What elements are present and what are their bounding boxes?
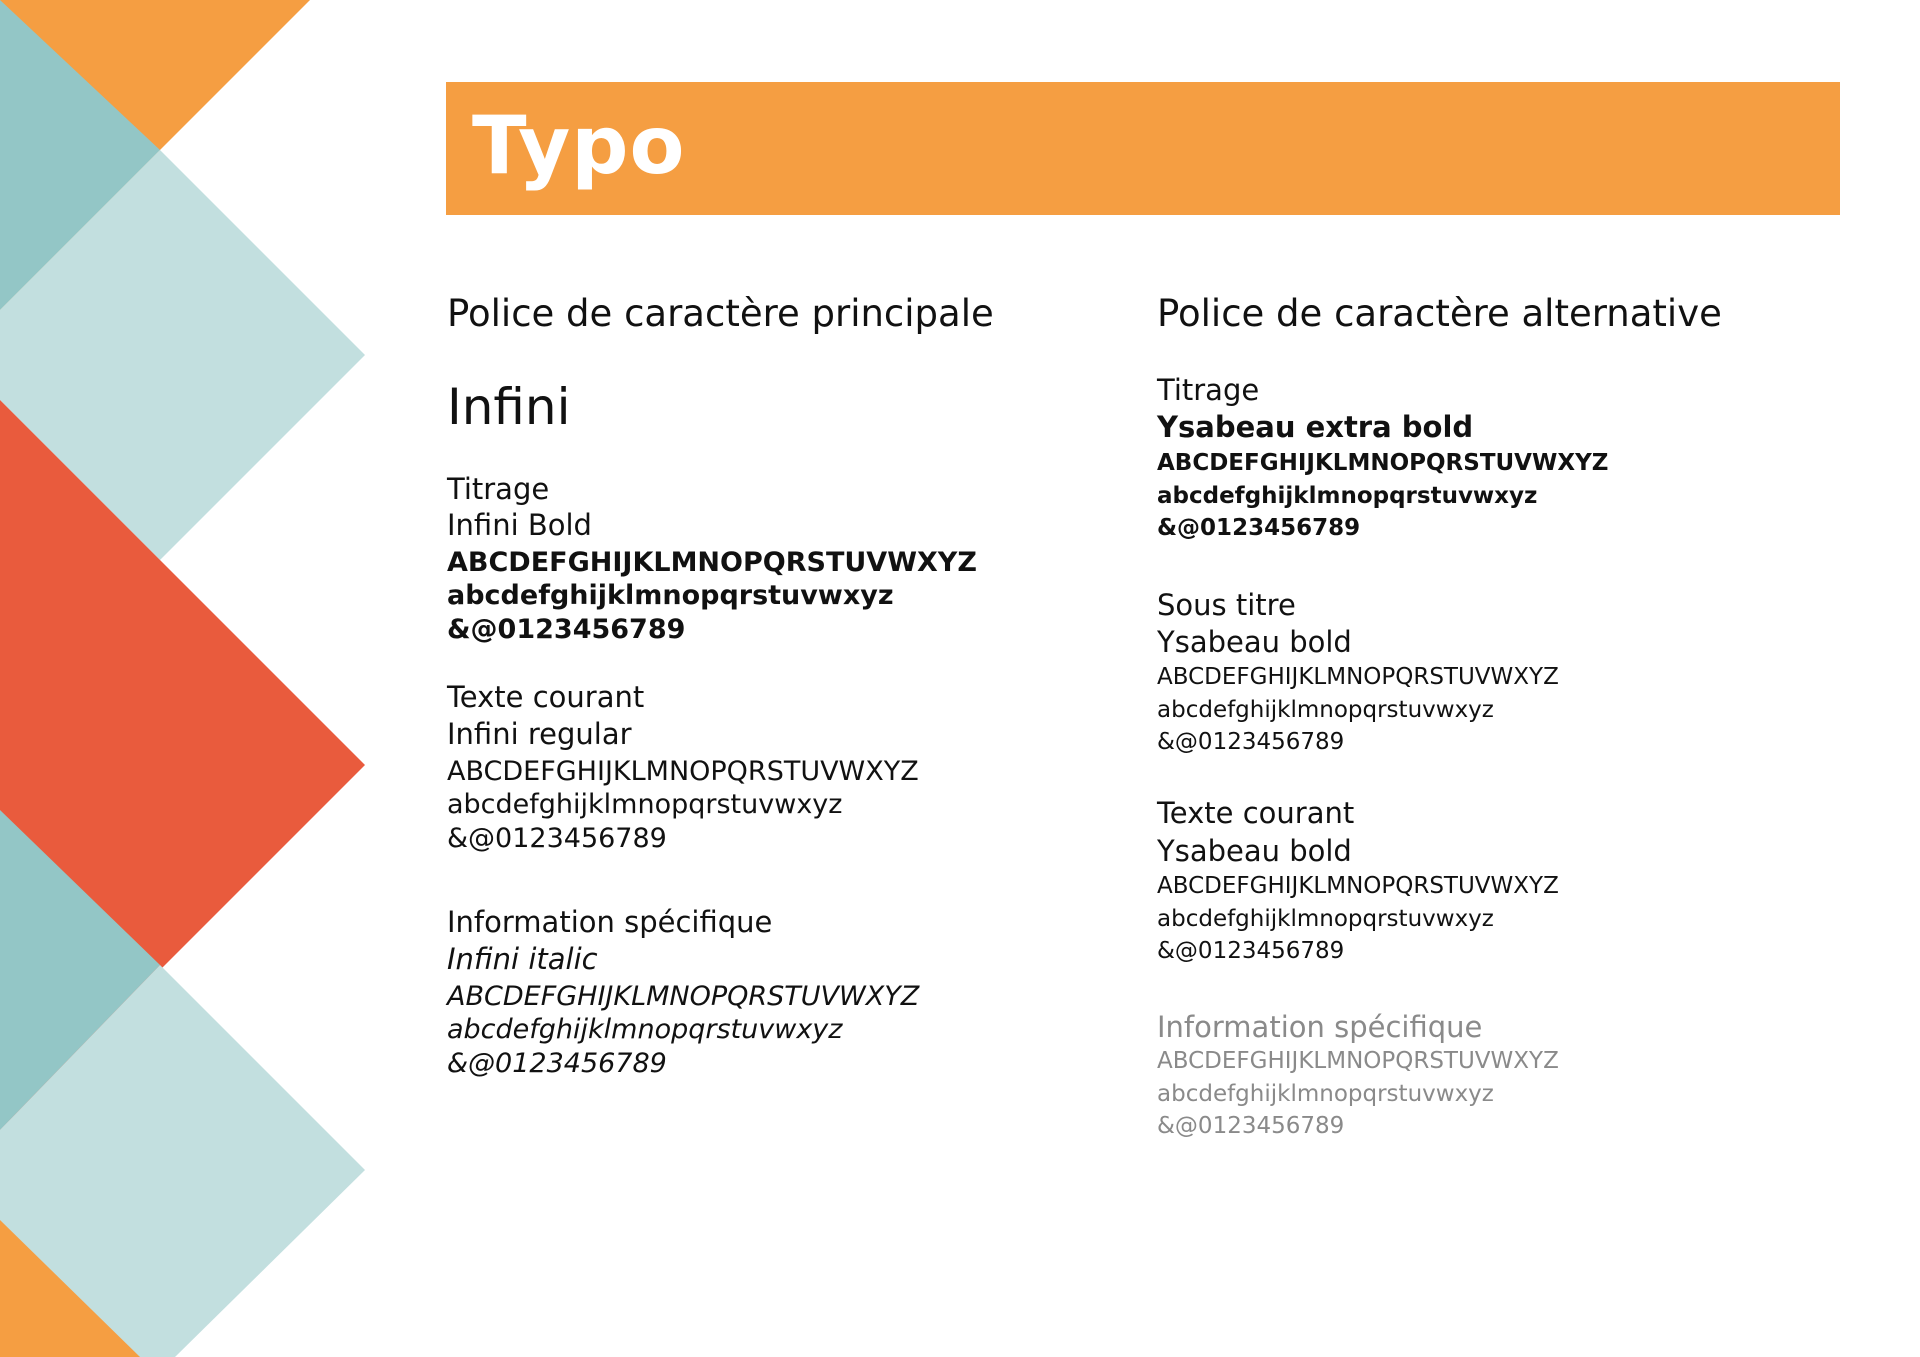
left-titrage-lower: abcdefghijklmnopqrstuvwxyz — [447, 580, 894, 611]
left-texte-courant-label: Texte courant — [447, 680, 645, 714]
left-information-label: Information spécifique — [447, 905, 773, 939]
right-texte-courant-label: Texte courant — [1157, 796, 1355, 830]
left-texte-courant-weight: Infini regular — [447, 717, 632, 751]
right-information-label: Information spécifique — [1157, 1010, 1483, 1044]
principal-font-name: Infini — [447, 378, 571, 436]
right-sous-titre-weight: Ysabeau bold — [1157, 625, 1352, 659]
left-information-digits: &@0123456789 — [447, 1048, 667, 1079]
principal-heading: Police de caractère principale — [447, 292, 994, 335]
right-sous-titre-lower: abcdefghijklmnopqrstuvwxyz — [1157, 697, 1494, 723]
right-texte-courant-digits: &@0123456789 — [1157, 938, 1345, 964]
right-information-upper: ABCDEFGHIJKLMNOPQRSTUVWXYZ — [1157, 1048, 1559, 1074]
right-texte-courant-weight: Ysabeau bold — [1157, 834, 1352, 868]
left-titrage-weight: Infini Bold — [447, 508, 592, 542]
left-titrage-upper: ABCDEFGHIJKLMNOPQRSTUVWXYZ — [447, 547, 977, 578]
alternative-heading: Police de caractère alternative — [1157, 292, 1722, 335]
decorative-pattern — [0, 0, 370, 1357]
left-texte-courant-lower: abcdefghijklmnopqrstuvwxyz — [447, 789, 843, 820]
right-texte-courant-lower: abcdefghijklmnopqrstuvwxyz — [1157, 906, 1494, 932]
right-titrage-digits: &@0123456789 — [1157, 515, 1361, 541]
right-titrage-lower: abcdefghijklmnopqrstuvwxyz — [1157, 483, 1538, 509]
right-titrage-label: Titrage — [1157, 373, 1260, 407]
left-titrage-label: Titrage — [447, 472, 550, 506]
right-titrage-upper: ABCDEFGHIJKLMNOPQRSTUVWXYZ — [1157, 450, 1609, 476]
page-title: Typo — [472, 99, 686, 192]
right-information-lower: abcdefghijklmnopqrstuvwxyz — [1157, 1081, 1494, 1107]
right-sous-titre-upper: ABCDEFGHIJKLMNOPQRSTUVWXYZ — [1157, 664, 1559, 690]
right-information-digits: &@0123456789 — [1157, 1113, 1345, 1139]
right-titrage-weight: Ysabeau extra bold — [1157, 410, 1474, 444]
right-texte-courant-upper: ABCDEFGHIJKLMNOPQRSTUVWXYZ — [1157, 873, 1559, 899]
left-texte-courant-digits: &@0123456789 — [447, 823, 667, 854]
left-information-lower: abcdefghijklmnopqrstuvwxyz — [447, 1014, 843, 1045]
right-sous-titre-digits: &@0123456789 — [1157, 729, 1345, 755]
left-information-weight: Infini italic — [447, 942, 598, 976]
left-titrage-digits: &@0123456789 — [447, 614, 686, 645]
left-information-upper: ABCDEFGHIJKLMNOPQRSTUVWXYZ — [447, 981, 920, 1012]
right-sous-titre-label: Sous titre — [1157, 588, 1296, 622]
title-banner — [446, 82, 1840, 215]
left-texte-courant-upper: ABCDEFGHIJKLMNOPQRSTUVWXYZ — [447, 756, 919, 787]
